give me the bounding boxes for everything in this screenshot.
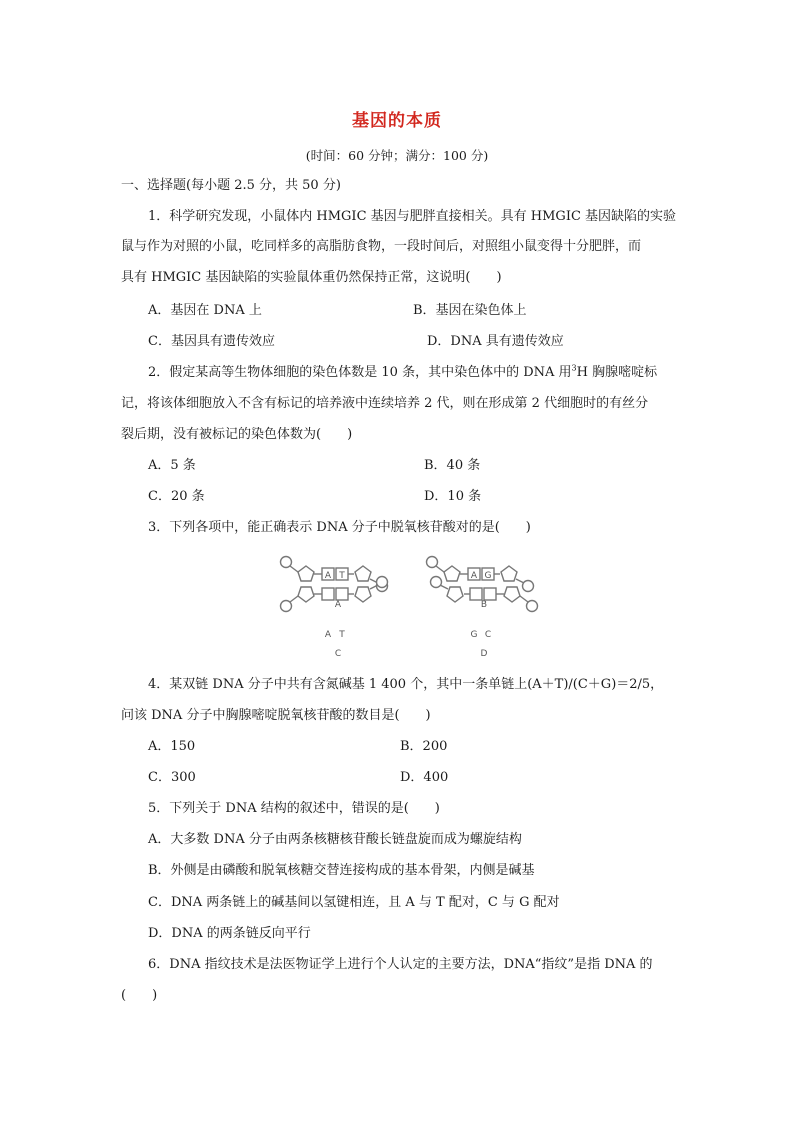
option-c-base-2: T <box>339 630 345 640</box>
q1-line-1: 1．科学研究发现，小鼠体内 HMGIC 基因与肥胖直接相关。具有 HMGIC 基因缺陷的实验 <box>148 209 677 224</box>
q2-line-3: 裂后期，没有被标记的染色体数为( ) <box>121 427 353 442</box>
option-a-base-1: A <box>324 571 332 581</box>
q5-option-b: B．外侧是由磷酸和脱氧核糖交替连接构成的基本骨架，内侧是碱基 <box>148 863 535 878</box>
option-c-label: C <box>334 649 342 659</box>
q3-line-1: 3．下列各项中，能正确表示 DNA 分子中脱氧核苷酸对的是( ) <box>148 520 531 535</box>
q6-line-2: ( ) <box>121 988 158 1003</box>
q4-option-d: D．400 <box>400 770 449 785</box>
page-subtitle: (时间：60 分钟；满分：100 分) <box>305 148 489 163</box>
q2-option-d: D．10 条 <box>424 489 482 504</box>
option-b-base-2: G <box>484 571 492 581</box>
q4-line-1: 4．某双链 DNA 分子中共有含氮碱基 1 400 个，其中一条单链上(A＋T)/(C＋G)＝2/5， <box>148 677 664 692</box>
q1-option-b: B．基因在染色体上 <box>413 303 527 318</box>
q5-line-1: 5．下列关于 DNA 结构的叙述中，错误的是( ) <box>148 801 440 816</box>
q1-line-3: 具有 HMGIC 基因缺陷的实验鼠体重仍然保持正常，这说明( ) <box>121 270 502 285</box>
q4-line-2: 问该 DNA 分子中胸腺嘧啶脱氧核苷酸的数目是( ) <box>121 708 431 723</box>
q2-line-1 <box>148 364 657 382</box>
q1-option-d: D．DNA 具有遗传效应 <box>427 334 564 349</box>
q2-isotope-sup: 3 <box>571 363 577 373</box>
q5-option-a: A．大多数 DNA 分子由两条核糖核苷酸长链盘旋而成为螺旋结构 <box>148 832 522 847</box>
option-d-base-2: C <box>484 630 492 640</box>
option-b-label: B <box>480 600 488 610</box>
q2-line-1-text: 2．假定某高等生物体细胞的染色体数是 10 条，其中染色体中的 DNA 用 <box>148 365 572 380</box>
q2-option-b: B．40 条 <box>424 458 481 473</box>
q1-option-a: A．基因在 DNA 上 <box>148 303 262 318</box>
q5-option-c: C．DNA 两条链上的碱基间以氢键相连，且 A 与 T 配对，C 与 G 配对 <box>148 895 560 910</box>
option-c-structure <box>281 577 388 660</box>
q2-line-2: 记，将该体细胞放入不含有标记的培养液中连续培养 2 代，则在形成第 2 代细胞时的有丝分 <box>121 396 649 411</box>
q4-option-c: C．300 <box>148 770 196 785</box>
page-title: 基因的本质 <box>352 111 442 131</box>
q2-option-a: A．5 条 <box>148 458 196 473</box>
option-b-structure <box>427 557 534 611</box>
option-a-label: A <box>334 600 342 610</box>
q4-option-a: A．150 <box>148 739 196 754</box>
option-d-structure <box>431 577 538 660</box>
nucleotide-pair-figure <box>278 552 550 662</box>
option-d-label: D <box>480 649 488 659</box>
q4-option-b: B．200 <box>400 739 448 754</box>
q2-option-c: C．20 条 <box>148 489 205 504</box>
option-a-structure <box>281 557 388 611</box>
option-c-base-1: A <box>324 630 332 640</box>
option-b-base-1: A <box>470 571 478 581</box>
q5-option-d: D．DNA 的两条链反向平行 <box>148 926 311 941</box>
q2-line-1-tail: H 胸腺嘧啶标 <box>576 365 658 380</box>
option-d-base-1: G <box>470 630 478 640</box>
q1-option-c: C．基因具有遗传效应 <box>148 334 275 349</box>
q6-line-1: 6．DNA 指纹技术是法医物证学上进行个人认定的主要方法，DNA“指纹”是指 DNA 的 <box>148 957 653 972</box>
q1-line-2: 鼠与作为对照的小鼠，吃同样多的高脂肪食物，一段时间后，对照组小鼠变得十分肥胖，而 <box>121 239 642 254</box>
option-a-base-2: T <box>339 571 345 581</box>
section-heading: 一、选择题(每小题 2.5 分，共 50 分) <box>121 178 341 193</box>
